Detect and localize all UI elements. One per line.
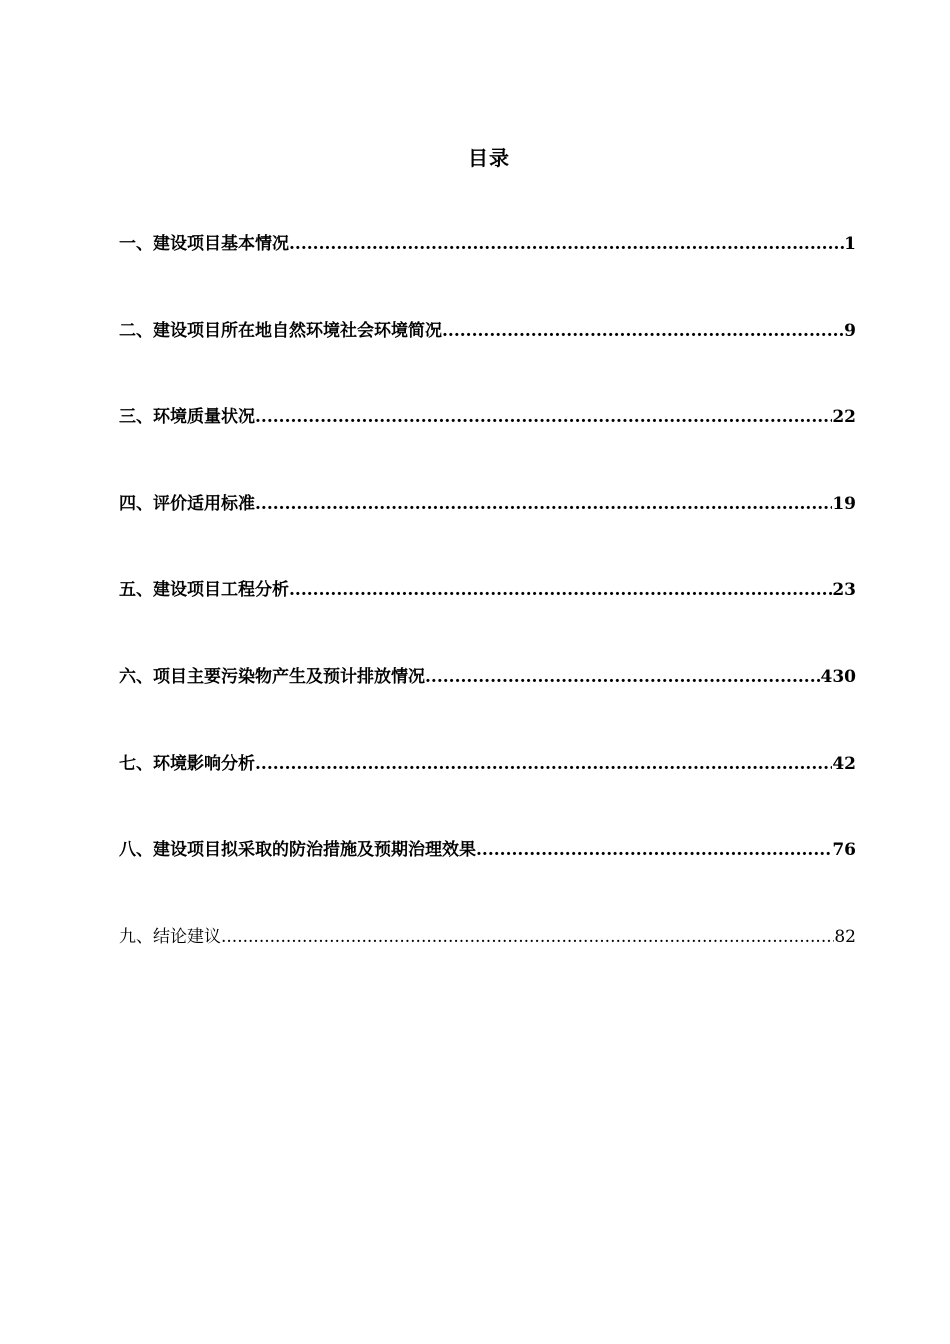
toc-entry[interactable]	[119, 490, 856, 518]
toc-entry-page: 82	[834, 926, 856, 947]
toc-dot-leader	[289, 230, 844, 258]
toc-dot-leader	[255, 490, 832, 518]
toc-list	[119, 230, 856, 1009]
toc-entry-label: 五、建设项目工程分析	[119, 580, 289, 601]
toc-entry-label: 六、项目主要污染物产生及预计排放情况	[119, 666, 425, 687]
toc-entry-label: 二、建设项目所在地自然环境社会环境简况	[119, 320, 442, 341]
toc-dot-leader	[289, 576, 832, 604]
toc-entry-page: 23	[832, 580, 856, 601]
toc-dot-leader	[255, 750, 832, 778]
toc-entry-page: 430	[820, 666, 856, 687]
toc-entry-label: 三、环境质量状况	[119, 407, 255, 428]
toc-entry-label: 九、结论建议	[119, 926, 221, 947]
toc-dot-leader	[442, 317, 844, 345]
toc-entry-page: 1	[844, 234, 856, 254]
toc-entry[interactable]	[119, 403, 856, 431]
toc-entry[interactable]	[119, 923, 856, 951]
toc-title: 目录	[468, 146, 510, 170]
toc-entry-page: 76	[832, 840, 856, 861]
toc-entry-label: 八、建设项目拟采取的防治措施及预期治理效果	[119, 840, 476, 861]
toc-entry-label: 一、建设项目基本情况	[119, 234, 289, 254]
toc-entry-page: 22	[832, 407, 856, 428]
toc-entry-label: 七、环境影响分析	[119, 753, 255, 774]
toc-entry[interactable]	[119, 750, 856, 778]
toc-entry[interactable]	[119, 230, 856, 258]
toc-entry[interactable]	[119, 576, 856, 604]
toc-entry-page: 42	[832, 753, 856, 774]
toc-entry[interactable]	[119, 836, 856, 864]
toc-dot-leader	[221, 923, 834, 951]
toc-entry[interactable]	[119, 663, 856, 691]
toc-entry[interactable]	[119, 317, 856, 345]
toc-dot-leader	[425, 663, 821, 691]
toc-entry-page: 19	[832, 493, 856, 514]
toc-dot-leader	[476, 836, 832, 864]
toc-entry-page: 9	[844, 320, 856, 341]
toc-entry-label: 四、评价适用标准	[119, 493, 255, 514]
toc-dot-leader	[255, 403, 832, 431]
